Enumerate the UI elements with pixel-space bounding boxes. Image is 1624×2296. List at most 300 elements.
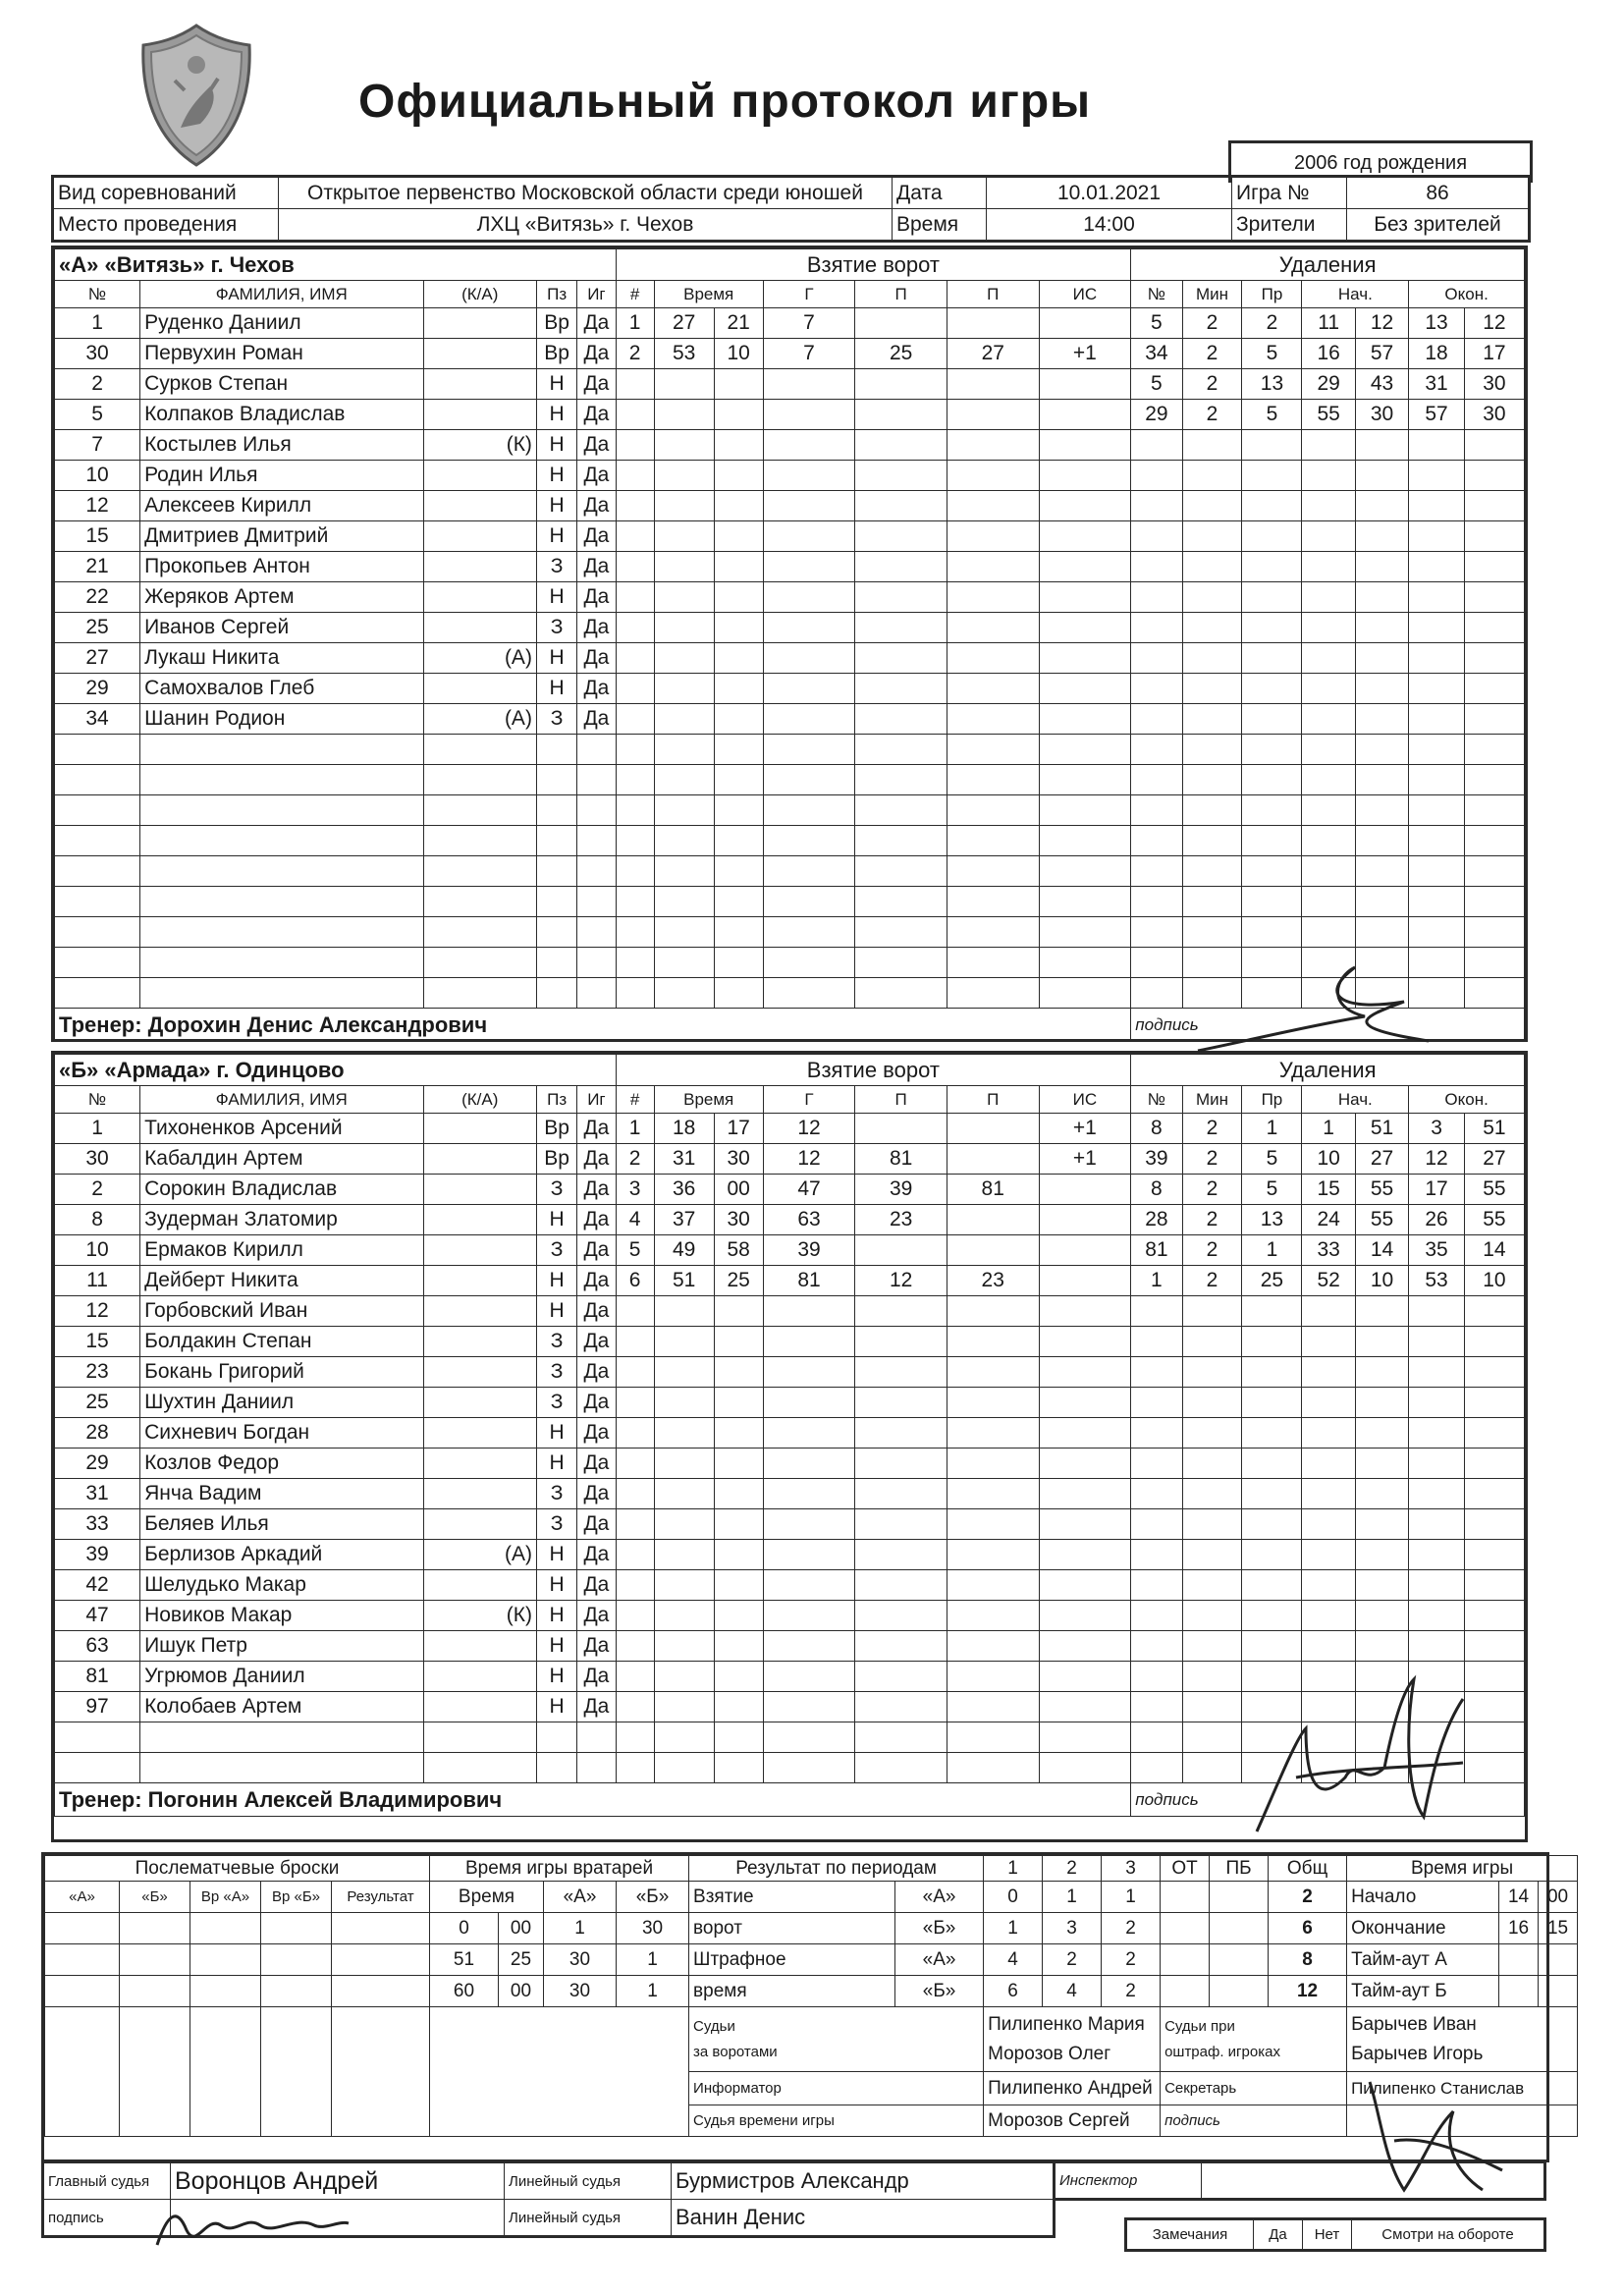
- timeout-a-label: Тайм-аут А: [1347, 1944, 1499, 1976]
- penalty-start-sec: 57: [1355, 339, 1408, 369]
- player-played: Да: [577, 613, 616, 643]
- goal-second: 17: [714, 1114, 763, 1144]
- penalty-judges-names: [1347, 2007, 1578, 2072]
- penalty-code: 5: [1242, 400, 1302, 430]
- penalty-minutes: 2: [1182, 400, 1242, 430]
- player-number: 1: [55, 1114, 140, 1144]
- penalty-end-min: 26: [1409, 1205, 1465, 1235]
- penalty-player: 81: [1131, 1235, 1182, 1266]
- goal-assist-2: 23: [947, 1266, 1039, 1296]
- penalty-start-min: 11: [1302, 308, 1355, 339]
- team-title: «А» «Витязь» г. Чехов: [55, 249, 617, 281]
- player-played: Да: [577, 1235, 616, 1266]
- player-role: [423, 461, 536, 491]
- pim-b-p2: 4: [1043, 1976, 1102, 2007]
- secretary-name: Пилипенко Станислав: [1347, 2072, 1578, 2105]
- penalty-code: 2: [1242, 308, 1302, 339]
- penalty-code: 1: [1242, 1114, 1302, 1144]
- player-name: Ишук Петр: [140, 1631, 423, 1662]
- player-role: [423, 1662, 536, 1692]
- col-pen-min: Мин: [1182, 1086, 1242, 1114]
- goal-scorer: 12: [763, 1114, 855, 1144]
- player-position: Н: [536, 1540, 576, 1570]
- player-played: Да: [577, 1570, 616, 1601]
- penalty-start-sec: 12: [1355, 308, 1408, 339]
- player-role: (А): [423, 704, 536, 735]
- player-name: Колобаев Артем: [140, 1692, 423, 1722]
- col-goal-is: ИС: [1039, 1086, 1131, 1114]
- player-number: 30: [55, 1144, 140, 1175]
- timekeeper-label: Судья времени игры: [689, 2105, 984, 2137]
- col-goal-scorer: Г: [763, 1086, 855, 1114]
- player-name: Костылев Илья: [140, 430, 423, 461]
- goals-a-total: 2: [1269, 1882, 1347, 1913]
- summary-block: [41, 1852, 1569, 2162]
- line-ref-1-label: Линейный судья: [505, 2162, 672, 2200]
- goal-assist-1: [855, 1114, 947, 1144]
- remarks-table: [1124, 2217, 1546, 2252]
- player-number: 2: [55, 369, 140, 400]
- player-played: Да: [577, 1479, 616, 1509]
- goal-judge-1: Пилипенко Мария: [988, 2013, 1145, 2035]
- goal-situation: +1: [1039, 1114, 1131, 1144]
- player-played: Да: [577, 1205, 616, 1235]
- col-assist-1: П: [855, 1086, 947, 1114]
- player-role: [423, 1449, 536, 1479]
- player-name: Шухтин Даниил: [140, 1388, 423, 1418]
- player-played: Да: [577, 1327, 616, 1357]
- goals-a-p2: 1: [1043, 1882, 1102, 1913]
- penalty-start-sec: 10: [1355, 1266, 1408, 1296]
- player-role: (К): [423, 1601, 536, 1631]
- signature-main-ref: [147, 2196, 353, 2255]
- shootout-col: Вр «А»: [190, 1882, 261, 1913]
- penalty-minutes: 2: [1182, 1144, 1242, 1175]
- player-played: Да: [577, 582, 616, 613]
- goal-minute: 51: [654, 1266, 714, 1296]
- penalty-end-sec: 27: [1464, 1144, 1524, 1175]
- player-name: Жеряков Артем: [140, 582, 423, 613]
- goal-index: 6: [616, 1266, 654, 1296]
- player-position: Н: [536, 369, 576, 400]
- goal-assist-1: 12: [855, 1266, 947, 1296]
- player-role: [423, 674, 536, 704]
- goal-assist-2: [947, 1114, 1039, 1144]
- player-name: Шанин Родион: [140, 704, 423, 735]
- player-position: Н: [536, 521, 576, 552]
- player-position: Н: [536, 1601, 576, 1631]
- player-number: 63: [55, 1631, 140, 1662]
- goal-scorer: 39: [763, 1235, 855, 1266]
- col-pos: Пз: [536, 281, 576, 308]
- penalty-minutes: 2: [1182, 369, 1242, 400]
- start-label: Начало: [1347, 1882, 1499, 1913]
- player-name: Козлов Федор: [140, 1449, 423, 1479]
- goal-assist-2: [947, 1235, 1039, 1266]
- goal-assist-1: 81: [855, 1144, 947, 1175]
- informer-label: Информатор: [689, 2072, 984, 2105]
- player-played: Да: [577, 1692, 616, 1722]
- period-col: 3: [1102, 1856, 1161, 1882]
- goal-second: 25: [714, 1266, 763, 1296]
- goal-assist-2: 81: [947, 1175, 1039, 1205]
- col-pen-num: №: [1131, 1086, 1182, 1114]
- goal-assist-1: [855, 308, 947, 339]
- penalty-code: 13: [1242, 1205, 1302, 1235]
- penalty-player: 29: [1131, 400, 1182, 430]
- penalty-code: 5: [1242, 1144, 1302, 1175]
- col-goal-is: ИС: [1039, 281, 1131, 308]
- penalty-minutes: 2: [1182, 308, 1242, 339]
- penalty-code: 5: [1242, 1175, 1302, 1205]
- player-played: Да: [577, 1296, 616, 1327]
- player-number: 34: [55, 704, 140, 735]
- penalty-end-sec: 30: [1464, 369, 1524, 400]
- goal-scorer: 47: [763, 1175, 855, 1205]
- player-played: Да: [577, 1144, 616, 1175]
- goal-minute: 31: [654, 1144, 714, 1175]
- player-number: 12: [55, 1296, 140, 1327]
- end-hour: 16: [1499, 1913, 1539, 1944]
- player-played: Да: [577, 1662, 616, 1692]
- player-name: Беляев Илья: [140, 1509, 423, 1540]
- coach: Тренер: Погонин Алексей Владимирович: [55, 1783, 1131, 1817]
- penalty-code: 13: [1242, 369, 1302, 400]
- penalty-judges-label-1: Судьи при: [1164, 2017, 1235, 2035]
- penalty-minutes: 2: [1182, 339, 1242, 369]
- player-position: Вр: [536, 339, 576, 369]
- game-time-title: Время игры: [1347, 1856, 1578, 1882]
- goal-situation: [1039, 1205, 1131, 1235]
- goals-a-p3: 1: [1102, 1882, 1161, 1913]
- goal-judges-names: [984, 2007, 1161, 2072]
- pim-b-so: [1210, 1976, 1269, 2007]
- penalty-end-min: 13: [1409, 308, 1465, 339]
- player-role: (А): [423, 1540, 536, 1570]
- player-played: Да: [577, 521, 616, 552]
- player-position: Н: [536, 582, 576, 613]
- penalty-player: 5: [1131, 308, 1182, 339]
- goal-situation: [1039, 1266, 1131, 1296]
- player-number: 30: [55, 339, 140, 369]
- pim-b-total: 12: [1269, 1976, 1347, 2007]
- penalty-minutes: 2: [1182, 1114, 1242, 1144]
- goalie-mm: 60: [430, 1976, 499, 2007]
- player-name: Лукаш Никита: [140, 643, 423, 674]
- goal-scorer: 12: [763, 1144, 855, 1175]
- birth-year: 2006 год рождения: [1228, 140, 1533, 183]
- goal-situation: [1039, 308, 1131, 339]
- player-role: [423, 1205, 536, 1235]
- time-value: 14:00: [987, 209, 1232, 242]
- player-role: [423, 1235, 536, 1266]
- venue-label: Место проведения: [53, 209, 279, 242]
- player-number: 31: [55, 1479, 140, 1509]
- penalty-player: 28: [1131, 1205, 1182, 1235]
- penalty-judges-label: [1161, 2007, 1347, 2072]
- penalty-minutes: 2: [1182, 1235, 1242, 1266]
- player-name: Сурков Степан: [140, 369, 423, 400]
- penalty-code: 5: [1242, 339, 1302, 369]
- player-position: Вр: [536, 1144, 576, 1175]
- end-minute: 15: [1539, 1913, 1578, 1944]
- player-position: Н: [536, 1570, 576, 1601]
- penalty-end-min: 17: [1409, 1175, 1465, 1205]
- time-label: Время: [893, 209, 987, 242]
- goal-second: 00: [714, 1175, 763, 1205]
- penalty-end-sec: 17: [1464, 339, 1524, 369]
- inspector-label: Инспектор: [1055, 2162, 1202, 2200]
- goals-title: Взятие ворот: [616, 1055, 1131, 1086]
- goal-judges-label: [689, 2007, 984, 2072]
- player-position: З: [536, 1327, 576, 1357]
- col-num: №: [55, 1086, 140, 1114]
- periods-title: Результат по периодам: [689, 1856, 984, 1882]
- player-role: [423, 491, 536, 521]
- team-b-label: «Б»: [895, 1976, 984, 2007]
- penalty-start-min: 24: [1302, 1205, 1355, 1235]
- col-goal-scorer: Г: [763, 281, 855, 308]
- goal-index: 1: [616, 308, 654, 339]
- penalty-player: 8: [1131, 1175, 1182, 1205]
- penalty-judge-2: Барычев Игорь: [1351, 2043, 1484, 2064]
- col-played: Иг: [577, 1086, 616, 1114]
- penalty-end-sec: 51: [1464, 1114, 1524, 1144]
- col-assist-2: П: [947, 281, 1039, 308]
- col-pen-end: Окон.: [1409, 281, 1525, 308]
- goal-assist-2: 27: [947, 339, 1039, 369]
- col-goal-time: Время: [654, 281, 763, 308]
- goals-b-total: 6: [1269, 1913, 1347, 1944]
- penalty-end-sec: 30: [1464, 400, 1524, 430]
- player-number: 29: [55, 674, 140, 704]
- pim-a-p3: 2: [1102, 1944, 1161, 1976]
- penalty-end-sec: 10: [1464, 1266, 1524, 1296]
- player-name: Бокань Григорий: [140, 1357, 423, 1388]
- player-played: Да: [577, 1631, 616, 1662]
- penalty-end-min: 53: [1409, 1266, 1465, 1296]
- penalty-start-min: 55: [1302, 400, 1355, 430]
- goal-judge-2: Морозов Олег: [988, 2043, 1111, 2064]
- remarks-see-back: Смотри на обороте: [1352, 2219, 1545, 2251]
- player-position: Н: [536, 1296, 576, 1327]
- pim-a-ot: [1161, 1944, 1210, 1976]
- main-ref-sign-label: подпись: [43, 2200, 171, 2237]
- player-name: Кабалдин Артем: [140, 1144, 423, 1175]
- player-number: 5: [55, 400, 140, 430]
- pim-a-so: [1210, 1944, 1269, 1976]
- player-name: Янча Вадим: [140, 1479, 423, 1509]
- venue-value: ЛХЦ «Витязь» г. Чехов: [279, 209, 893, 242]
- player-role: [423, 1631, 536, 1662]
- goals-a-so: [1210, 1882, 1269, 1913]
- col-pen-start: Нач.: [1302, 1086, 1409, 1114]
- player-position: Н: [536, 1662, 576, 1692]
- goalie-a: 30: [544, 1944, 617, 1976]
- penalty-minutes: 2: [1182, 1205, 1242, 1235]
- player-position: З: [536, 704, 576, 735]
- goals-b-p3: 2: [1102, 1913, 1161, 1944]
- player-position: Н: [536, 491, 576, 521]
- goal-scorer: 63: [763, 1205, 855, 1235]
- player-number: 39: [55, 1540, 140, 1570]
- col-ka: (К/А): [423, 1086, 536, 1114]
- player-role: [423, 308, 536, 339]
- player-role: [423, 1114, 536, 1144]
- goal-minute: 53: [654, 339, 714, 369]
- penalty-start-sec: 43: [1355, 369, 1408, 400]
- informer-name: Пилипенко Андрей: [984, 2072, 1161, 2105]
- player-name: Руденко Даниил: [140, 308, 423, 339]
- player-name: Прокопьев Антон: [140, 552, 423, 582]
- goals-b-p2: 3: [1043, 1913, 1102, 1944]
- pim-a-p1: 4: [984, 1944, 1043, 1976]
- goal-index: 2: [616, 339, 654, 369]
- goal-scorer: 7: [763, 308, 855, 339]
- goalie-col-a: «А»: [544, 1882, 617, 1913]
- coach-sign-label: подпись: [1131, 1783, 1525, 1817]
- penalty-player: 34: [1131, 339, 1182, 369]
- player-position: Н: [536, 643, 576, 674]
- goal-assist-1: 25: [855, 339, 947, 369]
- player-played: Да: [577, 308, 616, 339]
- player-role: (К): [423, 430, 536, 461]
- player-number: 25: [55, 613, 140, 643]
- line-ref-1-name: Бурмистров Александр: [672, 2162, 1055, 2200]
- col-num: №: [55, 281, 140, 308]
- goals-label-2: ворот: [689, 1913, 895, 1944]
- player-played: Да: [577, 1266, 616, 1296]
- timekeeper-name: Морозов Сергей: [984, 2105, 1161, 2137]
- player-name: Берлизов Аркадий: [140, 1540, 423, 1570]
- league-logo: [137, 22, 255, 169]
- col-pen-code: Пр: [1242, 1086, 1302, 1114]
- penalty-end-sec: 55: [1464, 1205, 1524, 1235]
- col-pen-end: Окон.: [1409, 1086, 1525, 1114]
- pim-b-ot: [1161, 1976, 1210, 2007]
- col-assist-1: П: [855, 281, 947, 308]
- penalty-end-min: 12: [1409, 1144, 1465, 1175]
- end-label: Окончание: [1347, 1913, 1499, 1944]
- player-number: 10: [55, 1235, 140, 1266]
- goal-situation: [1039, 1235, 1131, 1266]
- player-position: Н: [536, 1205, 576, 1235]
- player-role: [423, 1479, 536, 1509]
- player-role: (А): [423, 643, 536, 674]
- penalty-player: 1: [1131, 1266, 1182, 1296]
- player-name: Родин Илья: [140, 461, 423, 491]
- penalty-start-min: 16: [1302, 339, 1355, 369]
- start-hour: 14: [1499, 1882, 1539, 1913]
- penalty-start-sec: 55: [1355, 1205, 1408, 1235]
- player-name: Новиков Макар: [140, 1601, 423, 1631]
- player-played: Да: [577, 461, 616, 491]
- goal-minute: 36: [654, 1175, 714, 1205]
- player-name: Болдакин Степан: [140, 1327, 423, 1357]
- coach-sign-label: подпись: [1131, 1009, 1525, 1042]
- main-ref-name: Воронцов Андрей: [171, 2162, 505, 2200]
- penalty-end-sec: 55: [1464, 1175, 1524, 1205]
- player-number: 97: [55, 1692, 140, 1722]
- team-a-label: «А»: [895, 1944, 984, 1976]
- goalie-a: 1: [544, 1913, 617, 1944]
- player-role: [423, 552, 536, 582]
- competition-label: Вид соревнований: [53, 177, 279, 209]
- penalty-end-min: 18: [1409, 339, 1465, 369]
- player-played: Да: [577, 643, 616, 674]
- signature-secretary: [1355, 2072, 1512, 2210]
- player-number: 28: [55, 1418, 140, 1449]
- player-name: Алексеев Кирилл: [140, 491, 423, 521]
- goalie-a: 30: [544, 1976, 617, 2007]
- player-number: 25: [55, 1388, 140, 1418]
- col-played: Иг: [577, 281, 616, 308]
- player-played: Да: [577, 1540, 616, 1570]
- team-a-label: «А»: [895, 1882, 984, 1913]
- penalty-start-sec: 51: [1355, 1114, 1408, 1144]
- team-b-label: «Б»: [895, 1913, 984, 1944]
- goal-situation: [1039, 1175, 1131, 1205]
- player-position: Н: [536, 674, 576, 704]
- player-played: Да: [577, 369, 616, 400]
- player-position: З: [536, 1509, 576, 1540]
- player-played: Да: [577, 1357, 616, 1388]
- player-role: [423, 1175, 536, 1205]
- player-role: [423, 1388, 536, 1418]
- player-position: З: [536, 1388, 576, 1418]
- goal-index: 3: [616, 1175, 654, 1205]
- player-role: [423, 1327, 536, 1357]
- player-number: 11: [55, 1266, 140, 1296]
- penalty-judges-label-2: оштраф. игроках: [1164, 2043, 1280, 2060]
- page-title: Официальный протокол игры: [358, 76, 1092, 128]
- player-name: Сихневич Богдан: [140, 1418, 423, 1449]
- penalty-end-min: 35: [1409, 1235, 1465, 1266]
- goalie-time-title: Время игры вратарей: [430, 1856, 689, 1882]
- signature-team-b: [1237, 1660, 1502, 1846]
- player-number: 29: [55, 1449, 140, 1479]
- player-name: Сорокин Владислав: [140, 1175, 423, 1205]
- goalie-b: 1: [617, 1976, 689, 2007]
- penalty-code: 1: [1242, 1235, 1302, 1266]
- player-role: [423, 369, 536, 400]
- summary-table: [44, 1855, 1578, 2137]
- coach: Тренер: Дорохин Денис Александрович: [55, 1009, 1131, 1042]
- penalty-start-min: 33: [1302, 1235, 1355, 1266]
- goal-assist-1: 39: [855, 1175, 947, 1205]
- goals-b-ot: [1161, 1913, 1210, 1944]
- player-number: 23: [55, 1357, 140, 1388]
- player-number: 15: [55, 1327, 140, 1357]
- pim-label: Штрафное: [689, 1944, 895, 1976]
- goal-index: 1: [616, 1114, 654, 1144]
- goal-minute: 18: [654, 1114, 714, 1144]
- player-position: Н: [536, 1692, 576, 1722]
- player-number: 27: [55, 643, 140, 674]
- goal-scorer: 81: [763, 1266, 855, 1296]
- player-played: Да: [577, 1601, 616, 1631]
- player-role: [423, 1144, 536, 1175]
- player-role: [423, 521, 536, 552]
- remarks-yes: Да: [1254, 2219, 1303, 2251]
- player-role: [423, 1266, 536, 1296]
- player-name: Колпаков Владислав: [140, 400, 423, 430]
- goals-title: Взятие ворот: [616, 249, 1131, 281]
- goal-second: 21: [714, 308, 763, 339]
- goalie-ss: 25: [499, 1944, 544, 1976]
- player-position: Н: [536, 1418, 576, 1449]
- pim-b-p3: 2: [1102, 1976, 1161, 2007]
